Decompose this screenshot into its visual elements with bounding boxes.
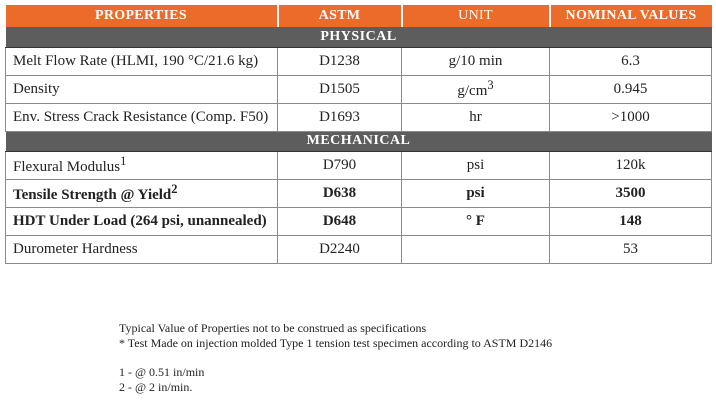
- table-row: [6, 179, 712, 207]
- footnote-ref: 2: [171, 182, 178, 196]
- header-properties: PROPERTIES: [6, 5, 278, 27]
- header-astm: ASTM: [278, 5, 402, 27]
- table-header-row: [6, 5, 712, 27]
- unit-text: ° F: [466, 212, 485, 229]
- astm-cell: D1505: [278, 75, 402, 103]
- footnote-ref: 1: [120, 154, 127, 168]
- value-cell: 6.3: [550, 47, 712, 75]
- table-row: [6, 103, 712, 131]
- property-cell: [6, 103, 278, 131]
- property-cell: [6, 235, 278, 263]
- astm-cell: D648: [278, 207, 402, 235]
- table-row: [6, 47, 712, 75]
- unit-cell: [402, 103, 550, 131]
- table-row: [6, 151, 712, 179]
- property-name: Density: [13, 80, 60, 97]
- footnote-1: 1 - @ 0.51 in/min: [119, 365, 205, 379]
- property-name: Tensile Strength @ Yield: [13, 187, 172, 203]
- value-cell: 3500: [550, 179, 712, 207]
- unit-cell: [402, 207, 550, 235]
- unit-text: psi: [466, 184, 485, 201]
- section-title: PHYSICAL: [6, 27, 712, 47]
- property-cell: [6, 75, 278, 103]
- unit-text: g/cm: [457, 83, 488, 99]
- unit-cell: [402, 75, 550, 103]
- astm-cell: D790: [278, 151, 402, 179]
- property-name: Env. Stress Crack Resistance (Comp. F50): [13, 108, 269, 125]
- unit-text: psi: [466, 156, 485, 173]
- footnote-2: 2 - @ 2 in/min.: [119, 380, 193, 394]
- value-cell: >1000: [550, 103, 712, 131]
- unit-cell: [402, 235, 550, 263]
- property-cell: [6, 47, 278, 75]
- table-row: [6, 235, 712, 263]
- value-cell: 148: [550, 207, 712, 235]
- unit-cell: [402, 47, 550, 75]
- unit-cell: [402, 151, 550, 179]
- unit-cell: [402, 179, 550, 207]
- astm-cell: D2240: [278, 235, 402, 263]
- header-nominal-values: NOMINAL VALUES: [550, 5, 712, 27]
- value-cell: 0.945: [550, 75, 712, 103]
- unit-text: g/10 min: [448, 52, 503, 69]
- section-row: [6, 131, 712, 151]
- astm-cell: D638: [278, 179, 402, 207]
- section-row: [6, 27, 712, 47]
- header-unit: UNIT: [402, 5, 550, 27]
- table-row: [6, 207, 712, 235]
- note-typical-values: Typical Value of Properties not to be construed as specifications: [119, 321, 427, 335]
- properties-table: [5, 5, 712, 264]
- property-name: HDT Under Load (264 psi, unannealed): [13, 212, 267, 229]
- unit-text: hr: [469, 108, 482, 125]
- table-row: [6, 75, 712, 103]
- property-name: Durometer Hardness: [13, 240, 138, 257]
- unit-superscript: 3: [487, 78, 494, 92]
- astm-cell: D1693: [278, 103, 402, 131]
- table-body: [6, 27, 712, 263]
- property-cell: [6, 179, 278, 207]
- note-test-method: * Test Made on injection molded Type 1 tension test specimen according to ASTM D2146: [119, 336, 553, 350]
- value-cell: 120k: [550, 151, 712, 179]
- astm-cell: D1238: [278, 47, 402, 75]
- value-cell: 53: [550, 235, 712, 263]
- property-cell: [6, 207, 278, 235]
- notes-block: [119, 321, 552, 395]
- property-cell: [6, 151, 278, 179]
- section-title: MECHANICAL: [6, 131, 712, 151]
- property-name: Melt Flow Rate (HLMI, 190 °C/21.6 kg): [13, 52, 259, 69]
- property-name: Flexural Modulus: [13, 159, 121, 175]
